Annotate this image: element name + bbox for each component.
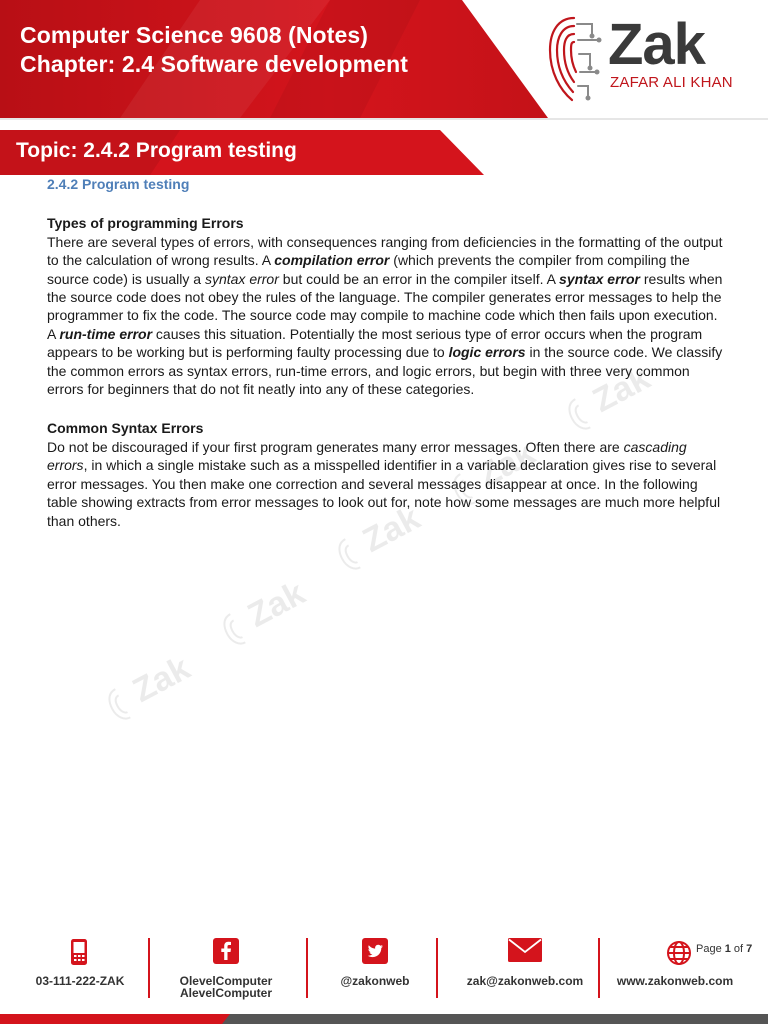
section-subheading: 2.4.2 Program testing xyxy=(47,176,190,192)
paragraph-error-types xyxy=(47,233,727,399)
fingerprint-icon xyxy=(546,10,602,105)
footer-email[interactable] xyxy=(450,930,600,1000)
watermark-logo: Zak xyxy=(332,531,376,580)
page-prefix: Page xyxy=(696,943,725,955)
text-run: Do not be discouraged if your first program generates many error messages. Often there are xyxy=(47,438,624,455)
notes-content xyxy=(47,174,727,530)
text-run: in the source code. We classify the common errors as syntax errors, run-time errors, and logic errors, but begin with three very common errors for beginners that do not fit neatly into any of these categories. xyxy=(47,344,723,398)
watermark-logo: Zak xyxy=(447,466,491,515)
phone-icon xyxy=(70,938,88,966)
paragraph-syntax-errors xyxy=(47,438,727,530)
footer-facebook[interactable] xyxy=(160,930,292,1000)
footer-website[interactable] xyxy=(604,930,746,1000)
footer-divider xyxy=(436,938,438,998)
page-current: 1 xyxy=(724,943,731,955)
phone-number: 03-111-222-ZAK xyxy=(35,974,125,988)
logo-wordmark: Zak xyxy=(608,12,705,77)
page-of: of xyxy=(730,943,747,955)
watermark-logo: Zak xyxy=(102,681,146,730)
term-syntax-error: syntax error xyxy=(204,270,279,287)
twitter-handle[interactable]: @zakonweb xyxy=(340,974,410,988)
email-address[interactable]: zak@zakonweb.com xyxy=(466,974,584,988)
term-compilation-error: compilation error xyxy=(274,252,390,269)
facebook-icon[interactable] xyxy=(213,938,239,964)
watermark-logo: Zak xyxy=(562,391,606,440)
page-total: 7 xyxy=(746,943,753,955)
footer-twitter[interactable] xyxy=(316,930,434,1000)
text-run: There are several types of errors, with consequences ranging from deficiencies in the formatting of the output to the calculation of wrong results. A xyxy=(47,233,723,269)
envelope-icon[interactable] xyxy=(508,938,542,962)
term-syntax-error-bold: syntax error xyxy=(559,270,640,287)
zak-logo xyxy=(546,10,756,105)
facebook-page-2[interactable]: AlevelComputer xyxy=(179,986,273,1000)
page-header xyxy=(0,0,768,120)
chapter-title: Chapter: 2.4 Software development xyxy=(20,51,408,77)
footer-bar xyxy=(0,1014,768,1024)
logo-subtitle: ZAFAR ALI KHAN xyxy=(610,74,733,91)
footer-divider xyxy=(306,938,308,998)
text-run: (which prevents the compiler from compiling the source code) is usually a xyxy=(47,252,690,287)
text-run: , in which a single mistake such as a misspelled identifier in a variable declaration gives rise to several error messages. You then make one correction and several messages disappear at once. In the following table showing extracts from error messages to look out for, note how some messages are much more helpful than others. xyxy=(47,457,721,529)
topic-bar xyxy=(0,130,484,175)
watermark-logo: Zak xyxy=(217,606,261,655)
text-run: but could be an error in the compiler itself. A xyxy=(278,270,560,287)
footer-divider xyxy=(598,938,600,998)
text-run: causes this situation. Potentially the most serious type of error occurs when the program appears to be working but is performing faulty processing due to xyxy=(47,325,703,361)
twitter-icon[interactable] xyxy=(362,938,388,964)
footer-divider xyxy=(148,938,150,998)
term-run-time-error: run-time error xyxy=(59,325,153,342)
text-run: results when the source code does not obey the rules of the language. The compiler generates error messages to help the programmer to fix the code. The source code may compile to machine code which then fails upon execution. A xyxy=(47,270,723,342)
section-title-error-types: Types of programming Errors xyxy=(47,215,244,232)
page-number xyxy=(696,943,752,955)
footer-phone xyxy=(18,930,142,1000)
page-footer xyxy=(0,930,768,1024)
facebook-page-1[interactable]: OlevelComputer xyxy=(179,974,273,988)
term-logic-errors: logic errors xyxy=(448,344,526,361)
topic-title: Topic: 2.4.2 Program testing xyxy=(16,139,297,162)
course-title: Computer Science 9608 (Notes) xyxy=(20,22,369,48)
website-url[interactable]: www.zakonweb.com xyxy=(616,974,734,988)
term-cascading-errors: cascading errors xyxy=(47,438,687,474)
globe-icon[interactable] xyxy=(666,940,692,966)
section-title-syntax-errors: Common Syntax Errors xyxy=(47,420,204,437)
